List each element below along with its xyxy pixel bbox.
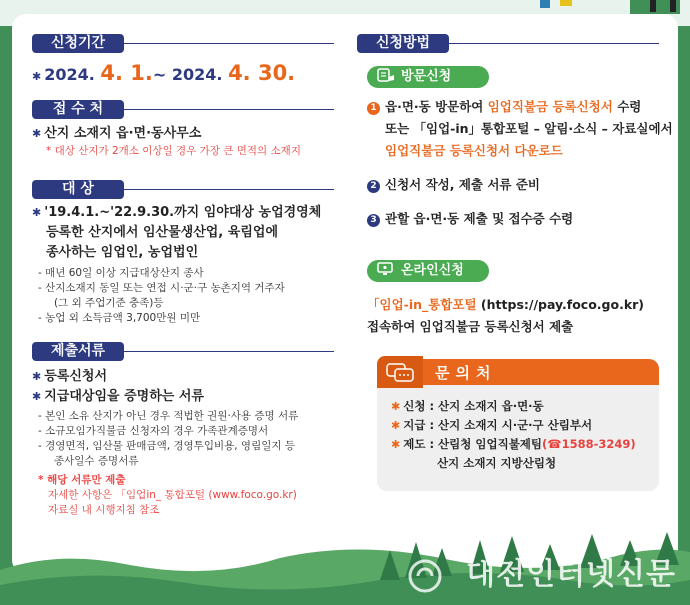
star-icon: ✱ [32, 370, 42, 383]
online-line1 [367, 294, 687, 316]
documents-note-line1: 자세한 사항은 「임업in_ 통합포털 (www.foco.go.kr) [48, 489, 297, 501]
step-number-2: 2 [367, 180, 380, 193]
online-line2: 접속하여 임업직불금 등록신청서 제출 [367, 319, 574, 334]
step-1-line3 [367, 140, 687, 162]
star-icon: ✱ [32, 390, 42, 403]
star-icon: ✱ [32, 206, 42, 219]
reception-section [32, 98, 352, 159]
target-bullet: (그 외 주업기준 충족)등 [54, 297, 164, 309]
method-heading: 신청방법 [357, 34, 449, 53]
step-1 [367, 96, 687, 118]
step-1-post: 수령 [612, 99, 642, 114]
target-bullet: - 농업 외 소득금액 3,700만원 미만 [38, 312, 201, 324]
online-pill [367, 259, 489, 282]
contact-box [377, 359, 659, 491]
online-label: 온라인신청 [401, 263, 464, 278]
documents-bullet: - 소규모임가직불금 신청자의 경우 가족관계증명서 [38, 425, 269, 437]
step-1-highlight: 임업직불금 등록신청서 [487, 99, 613, 114]
watermark-logo [408, 559, 442, 593]
star-icon: ✱ [391, 419, 401, 432]
star-icon: ✱ [32, 70, 42, 83]
step-number-1: 1 [367, 102, 380, 115]
documents-bullet: - 경영면적, 임산물 판매금액, 경영투입비용, 영림일지 등 [38, 440, 295, 452]
contact-value: : 산림청 임업직불제팀 [425, 437, 543, 451]
star-icon: ✱ [32, 127, 42, 140]
period-dates [32, 61, 295, 85]
star-icon: ✱ [391, 438, 401, 451]
contact-header [377, 359, 659, 385]
target-section [32, 178, 352, 326]
online-info [367, 294, 687, 338]
documents-item2-text: 지급대상임을 증명하는 서류 [44, 389, 204, 404]
contact-row-last: 산지 소재지 지방산림청 [437, 456, 557, 470]
step-2 [367, 174, 687, 196]
reception-main-text: 산지 소재지 읍·면·동사무소 [44, 126, 202, 141]
step-3-text: 관할 읍·면·동 제출 및 접수증 수령 [385, 211, 574, 226]
documents-note-title: * 해당 서류만 제출 [38, 474, 126, 486]
contact-row-system [391, 435, 655, 454]
documents-item1-text: 등록신청서 [44, 369, 108, 384]
documents-item1 [32, 367, 352, 387]
documents-heading: 제출서류 [32, 342, 124, 361]
contact-phone: (☎1588-3249) [542, 437, 636, 451]
contact-key: 제도 [403, 437, 426, 451]
step-1-download: 임업직불금 등록신청서 다운로드 [385, 143, 563, 158]
documents-bullet: - 본인 소유 산지가 아닌 경우 적법한 권원·사용 증명 서류 [38, 410, 299, 422]
contact-row-apply [391, 397, 655, 416]
watermark-text: 대전인터넷신문 [466, 557, 676, 592]
period-middle: ~ 2024. [152, 65, 229, 84]
target-line2: 등록한 산지에서 임산물생산업, 육림업에 [46, 225, 279, 240]
visit-label: 방문신청 [401, 69, 452, 84]
target-heading: 대 상 [32, 180, 124, 199]
chat-icon [377, 356, 423, 388]
visit-steps [367, 96, 687, 230]
contact-value: : 산지 소재지 읍·면·동 [425, 399, 544, 413]
document-hand-icon [377, 68, 395, 82]
target-line1-text: '19.4.1.~'22.9.30.까지 임야대상 농업경영체 [44, 205, 322, 220]
period-section [32, 32, 295, 85]
contact-rows [391, 397, 655, 473]
contact-key: 신청 [403, 399, 426, 413]
contact-icon-box [377, 356, 423, 388]
step-1-pre: 읍·면·동 방문하여 [385, 99, 488, 114]
online-portal: 「임업-in_통합포털 [367, 297, 477, 312]
target-line3: 종사하는 임업인, 농업법인 [46, 245, 199, 260]
step-2-text: 신청서 작성, 제출 서류 준비 [385, 177, 540, 192]
online-url: (https://pay.foco.go.kr) [476, 297, 645, 312]
target-line1 [32, 203, 352, 223]
documents-section [32, 340, 352, 518]
step-3 [367, 208, 687, 230]
star-icon: ✱ [391, 400, 401, 413]
step-1-line2: 또는 「임업-in」통합포털 – 알림·소식 – 자료실에서 [385, 121, 673, 136]
documents-bullet: 종사일수 증명서류 [54, 455, 139, 467]
contact-row-pay [391, 416, 655, 435]
period-heading: 신청기간 [32, 34, 124, 53]
info-panel [12, 14, 678, 574]
documents-note-line2: 자료실 내 시행지침 참조 [48, 504, 160, 516]
target-bullet: - 산지소재지 동일 또는 연접 시·군·구 농촌지역 거주자 [38, 282, 285, 294]
period-start: 4. 1. [100, 61, 153, 85]
period-end: 4. 30. [228, 61, 296, 85]
contact-heading: 문의처 [435, 364, 497, 382]
step-number-3: 3 [367, 214, 380, 227]
visit-pill [367, 65, 489, 88]
contact-value: : 산지 소재지 시·군·구 산림부서 [425, 418, 593, 432]
contact-key: 지급 [403, 418, 426, 432]
documents-item2 [32, 387, 352, 407]
reception-heading: 접 수 처 [32, 100, 124, 119]
target-bullet: - 매년 60일 이상 지급대상산지 종사 [38, 267, 204, 279]
reception-note: * 대상 산지가 2개소 이상일 경우 가장 큰 면적의 소재지 [46, 145, 301, 157]
reception-main [32, 124, 352, 144]
period-prefix: 2024. [44, 65, 101, 84]
method-section [357, 32, 449, 53]
computer-icon [377, 262, 395, 276]
